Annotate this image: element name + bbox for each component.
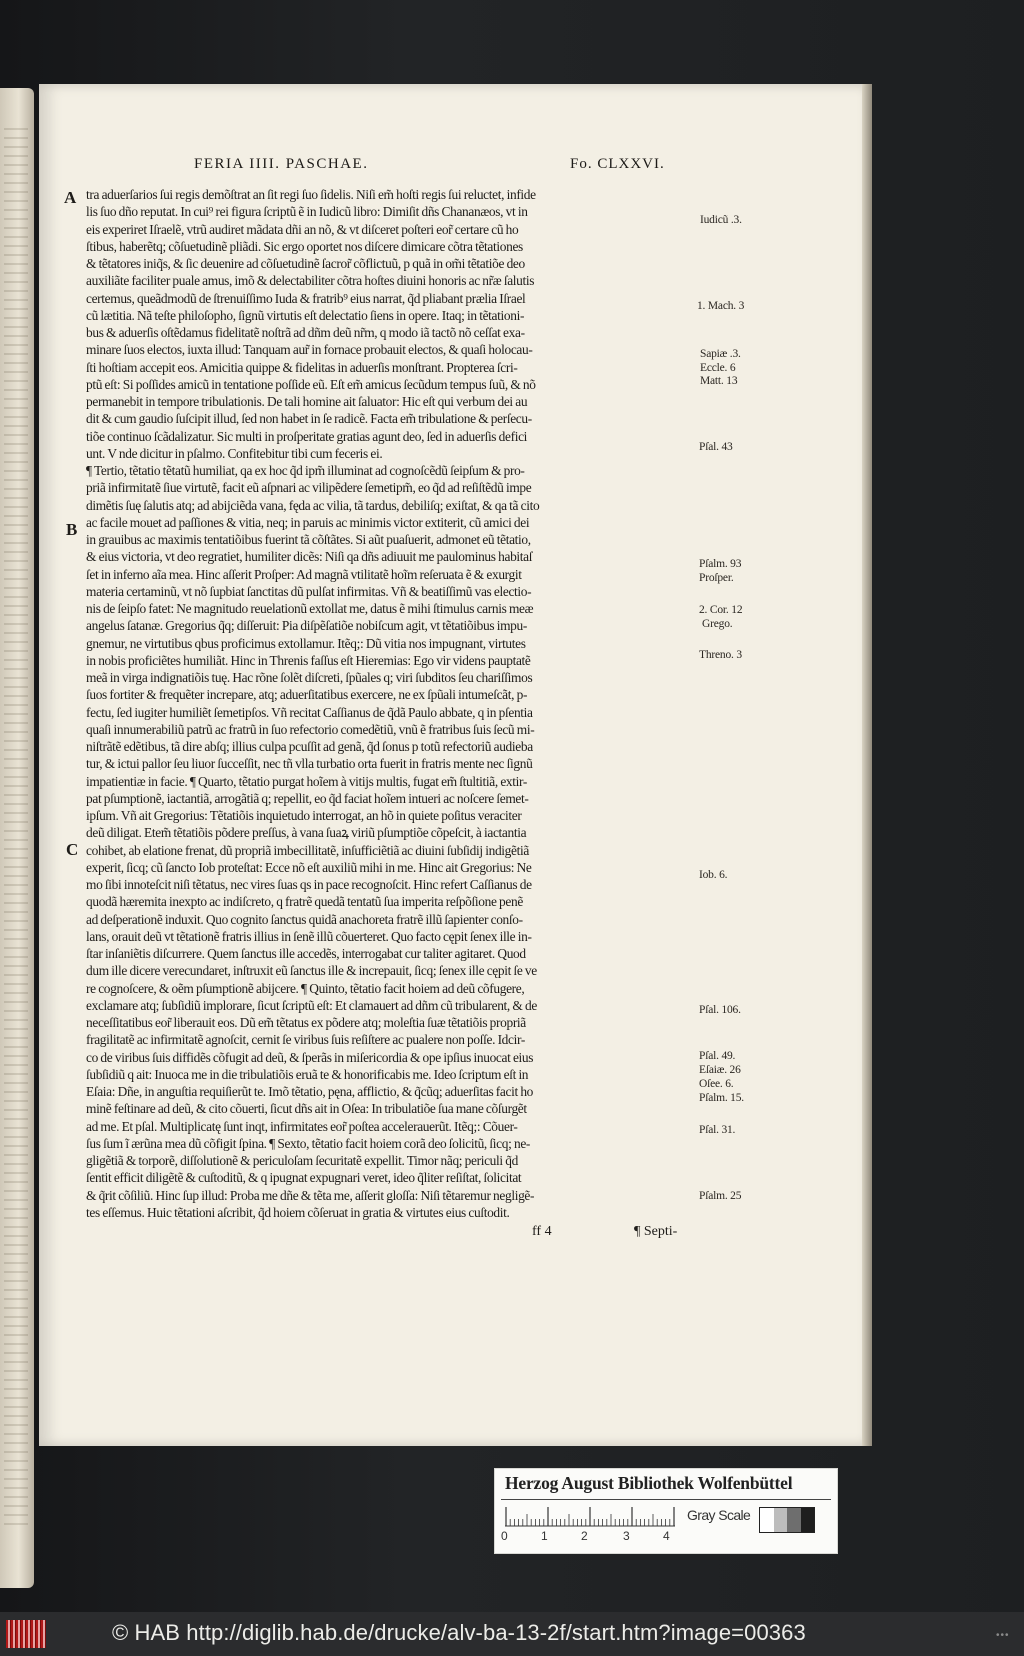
- page-edge-shadow: [862, 84, 872, 1446]
- text-line: deũ diligat. Etem̃ tẽtatiõis põdere preſſus, à vana ſuaꝝ viriũ pſumptiõe cõpeſcit, à iactantia: [86, 825, 527, 841]
- text-line: nis de ſeipſo fatet: Ne magnitudo reuelationũ extollat me, datus ẽ mihi ſtimulus carnis meæ: [86, 601, 534, 616]
- text-line: ſtibus, haberẽtq; cõſuetudinẽ pliãdi. Sic ergo oportet nos diſcere dimicare cõtra tẽtationes: [86, 238, 523, 254]
- text-line: in nobis proficiẽtes humiliãt. Hinc in Threnis faſſus eſt Hieremias: Ego vir videns pauptatẽ: [86, 652, 531, 668]
- margin-note: Iob. 6.: [699, 869, 728, 881]
- text-line: & eius victoria, vt deo regratiet, humiliter dicẽs: Niſi qa dñs adiuuit me paulominus habitaſ: [86, 549, 533, 565]
- margin-note: Pſal. 106.: [699, 1004, 741, 1016]
- ruler-number: 0: [501, 1529, 508, 1543]
- footer-bar: [0, 1612, 1024, 1656]
- text-line: ipſum. Vñ ait Gregorius: Tẽtatiõis inquietudo interrogat, an hõ in quiete poſitus veraciter: [86, 808, 522, 823]
- margin-note: Grego.: [702, 618, 733, 630]
- ruler-number: 2: [581, 1529, 588, 1543]
- text-line: gligẽtiã & torporẽ, diſſolutionẽ & periculoſam ſecuritatẽ expellit. Timor nãq; periculi q̃d: [86, 1153, 518, 1168]
- text-line: minẽ feſtinare ad deũ, & cito cõuerti, ſicut dñs ait in Oſea: In tribulatiõe ſua mane cõſurgẽt: [86, 1101, 527, 1117]
- text-line: tes eſſemus. Huic tẽtationi aſcribit, q̃d hoiem cõſeruat in gratia & virtutes eius cuſtodit.: [86, 1204, 510, 1220]
- text-line: unt. V nde dicitur in pſalmo. Confitebitur tibi cum feceris ei.: [86, 445, 383, 461]
- margin-note: Pſalm. 15.: [699, 1092, 744, 1104]
- text-line: auxiliãte faciliter puale amus, imõ & delectabiliter cõtra hoſtes diuini honoris ac nr̃æ ſalutis: [86, 273, 535, 289]
- text-line: & tẽtatores iniq̃s, & ſic deuenire ad cõſuetudinẽ ſacror̃ cõflictuũ, p quã in om̃i tẽtatiõe deo: [86, 256, 525, 271]
- catchword: ¶ Septi-: [634, 1224, 678, 1239]
- text-line: & q̃rit cõſiliũ. Hinc ſup illud: Proba me dñe & tẽta me, aſſerit gloſſa: Niſi tẽtaremur negligẽ-: [86, 1187, 535, 1203]
- grayscale-label: Gray Scale: [687, 1507, 751, 1523]
- text-line: pat pſumptionẽ, iactantiã, arrogãtiã q; repellit, eo q̃d faciat hoĩem intueri ac noſcere ſemet-: [86, 790, 529, 806]
- menu-dots-icon[interactable]: •••: [996, 1630, 1010, 1641]
- margin-note: Matt. 13: [700, 375, 738, 387]
- folio-number: Fo. CLXXVI.: [570, 156, 665, 172]
- margin-note: 2. Cor. 12: [699, 604, 743, 616]
- text-line: gnemur, ne virtutibus qbus proficimus extollamur. Itẽq;: Dũ vitia nos impugnant, virtutes: [86, 635, 526, 651]
- margin-note: 1. Mach. 3: [697, 300, 745, 312]
- text-line: tra aduerſarios ſui regis demõſtrat an ſit regi ſuo ſidelis. Niſi em̃ hoſti regis ſui reluctet, infide: [86, 187, 536, 202]
- text-line: niſtrãtẽ edẽtibus, tã dire abſq; illius culpa pcuſſit ad genã, q̃d ſonus p totũ refectoriũ audieba: [86, 739, 533, 754]
- text-line: quodã hæremita inexpto ac indiſcreto, q fratrẽ quedã tentatũ ſua imperita reſpõſione penẽ: [86, 894, 523, 910]
- body-text: [86, 186, 694, 1221]
- text-line: quaſi innumerabiliũ patrũ ac fratrũ in ſuo refectorio comedẽtiũ, vnũ ẽ fratribus ſuis ſecũ mi-: [86, 721, 535, 737]
- text-line: tur, & ictui pallor ſeu liuor ſucceſſit, nec tñ vlla turbatio orta fuerit in fratris mente nec ſignũ: [86, 756, 533, 772]
- previous-page-edge: [0, 88, 34, 1588]
- margin-note: Sapiæ .3.: [700, 348, 741, 360]
- text-line: re cognoſcere, & oẽm pſumptionẽ abijcere. ¶ Quinto, tẽtatio facit hoiem ad deũ cõfugere,: [86, 980, 525, 996]
- text-line: experit, ſicq; cũ ſancto Iob proteſtat: Ecce nõ eſt auxiliũ mihi in me. Hinc ait Gregorius: Ne: [86, 859, 532, 875]
- text-line: meã in virga indignatiõis tuę. Hac rõne ſolẽt diſcreti, ſpũales q; viri ſubditos ſeu chariſſimos: [86, 670, 533, 685]
- margin-note: Iudicũ .3.: [700, 214, 742, 226]
- text-line: materia certaminũ, vt nõ ſupbiat ſanctitas dũ pulſat infirmitas. Vñ & beatiſſimũ vas electio-: [86, 583, 532, 599]
- library-name: Herzog August Bibliothek Wolfenbüttel: [505, 1473, 793, 1493]
- text-line: eis experiret Iſraelẽ, vtrũ audiret mãdata dñi an nõ, & vt diſceret poſteri eor̃ certare cũ ho: [86, 221, 519, 237]
- ruler-labels: [501, 1529, 681, 1545]
- text-line: dit & cum gaudio ſuſcipit illud, ſed non habet in ſe radicẽ. Facta em̃ tribulatione & perſecu-: [86, 411, 532, 427]
- text-line: ad deſperationẽ induxit. Quo cognito ſanctus quidã anachoreta fratrẽ illũ ſapienter conſo-: [86, 911, 523, 927]
- text-line: dum ille dicere verecundaret, inſtruxit eũ ſanctus ille & increpauit, ſicq; ſenex ille cępit ſe ve: [86, 963, 537, 979]
- text-line: tiõe continuo ſcãdalizatur. Sic multi in proſperitate gratias agunt deo, ſed in aduerſis defici: [86, 428, 528, 444]
- margin-note: Pſal. 31.: [699, 1124, 736, 1136]
- text-line: ſti hoſtiam accepit eos. Amicitia quippe & fidelitas in aduerſis monſtrant. Propterea ſcri-: [86, 359, 518, 375]
- ruler-number: 3: [623, 1529, 630, 1543]
- ruler-number: 4: [663, 1529, 670, 1543]
- margin-note: Oſee. 6.: [699, 1078, 734, 1090]
- text-line: impatientiæ in facie. ¶ Quarto, tẽtatio purgat hoĩem à vitijs multis, fugat em̃ ſtultitiã, extir-: [86, 773, 527, 789]
- text-line: Eſaia: Dñe, in anguſtia requiſierũt te. Imõ tẽtatio, pęna, afflictio, & q̃cũq; aduerſitas facit ho: [86, 1084, 534, 1099]
- margin-note: Pſalm. 25: [699, 1190, 742, 1202]
- text-line: priã infirmitatẽ ſiue virtutẽ, facit eũ aſpnari ac vilipẽdere ſemetipm̃, eo q̃d ad reſiſtẽdũ impe: [86, 480, 532, 496]
- margin-note: Pſal. 43: [699, 441, 733, 453]
- text-line: neceſſitatibus eor̃ liberauit eos. Dũ em̃ tẽtatus ex põdere atq; moleſtia ſuæ tẽtatiõis propriã: [86, 1015, 526, 1030]
- text-line: ac facile mouet ad paſſiones & vitia, neq; in paruis ac minimis victor extiterit, cũ amici dei: [86, 514, 530, 530]
- text-line: ſus ſum ĩ ærũna mea dũ cõfigit ſpina. ¶ Sexto, tẽtatio facit hoiem corã deo ſolicitũ, ſicq; ne-: [86, 1135, 531, 1151]
- footer-url[interactable]: © HAB http://diglib.hab.de/drucke/alv-ba-13-2f/start.htm?image=00363: [112, 1620, 806, 1645]
- text-line: certemus, queãdmodũ de ſtrenuiſſimo Iuda & fratrib⁹ eius narrat, q̃d pliabant prælia Iſrael: [86, 290, 526, 306]
- hab-logo: [6, 1620, 46, 1648]
- text-line: ſtar inſaniẽtis diſcurrere. Quem ſanctus ille accedẽs, interrogabat cur taliter agitaret. Quod: [86, 946, 526, 961]
- ruler-number: 1: [541, 1529, 548, 1543]
- margin-note: Pſalm. 93: [699, 558, 742, 570]
- text-line: fectu, ſed iugiter humiliẽt ſemetipſos. Vñ recitat Caſſianus de q̃dã Paulo abbate, q in pſentia: [86, 704, 533, 720]
- text-line: ¶ Tertio, tẽtatio tẽtatũ humiliat, qa ex hoc q̃d ipm̃ illuminat ad cognoſcẽdũ ſeipſum & pro-: [86, 463, 525, 478]
- text-line: ſuos fortiter & frequẽter increpare, atq; aduerſitatibus exercere, ne ex ſpũali intumeſcãt, p-: [86, 687, 528, 703]
- text-line: exclamare atq; ſubſidiũ implorare, ſicut ſcriptũ eſt: Et clamauert ad dñm cũ tribularent, & de: [86, 997, 537, 1013]
- text-line: mo ſibi innoteſcit niſi tẽtatus, nec vires ſuas qs in pace recognoſcit. Hinc refert Caſſianus de: [86, 877, 532, 892]
- text-line: ſubſidiũ q ait: Inuoca me in die tribulatiõis eruã te & honorificabis me. Ideo ſcriptum eſt in: [86, 1066, 529, 1082]
- margin-note: Pſal. 49.: [699, 1050, 736, 1062]
- text-line: fragilitatẽ ac infirmitatẽ agnoſcit, cernit ſe viribus ſuis reſiſtere ac pualere non poſſe. Idcir-: [86, 1032, 525, 1048]
- text-line: permanebit in tempore tribulationis. De tali homine ait ſaluator: Hic eſt qui verbum dei au: [86, 394, 528, 409]
- text-line: lans, orauit deũ vt tẽtationẽ fratris illius in ſenẽ illũ cõuerteret. Quo facto cępit ſenex ille in-: [86, 928, 532, 944]
- signature-mark: ff 4: [532, 1224, 552, 1239]
- margin-note: Eccle. 6: [700, 362, 736, 374]
- text-line: cũ lætitia. Nã teſte philoſopho, ſignũ virtutis eſt delectatio ſiens in opere. Itaq; in tẽtationi-: [86, 307, 525, 323]
- text-line: ptũ eſt: Si poſſides amicũ in tentatione poſſide eũ. Eſt em̃ amicus ſecũdum tempus ſuũ, & nõ: [86, 376, 536, 392]
- text-line: ſentit efficit diligẽtẽ & cuſtoditũ, & q ipugnat expugnari veret, ideo q̃liter reſiſtat, ſolicitat: [86, 1170, 522, 1186]
- ruler: [505, 1505, 675, 1527]
- text-line: in grauibus ac maximis tentatiõibus fuerint tã cõſtãtes. Si aũt puaſuerit, admonet eũ tẽtatio,: [86, 532, 531, 547]
- section-letter-b: B: [66, 520, 78, 539]
- color-calibration-card: [494, 1468, 838, 1554]
- margin-note: Proſper.: [699, 572, 734, 584]
- text-line: ſet in inferno aĩa mea. Hinc aſſerit Proſper: Ad magnã vtilitatẽ hoĩm reſeruata ẽ & exurgit: [86, 566, 522, 582]
- text-line: co de viribus ſuis diffidẽs cõfugit ad deũ, & ſperãs in miſericordia & ope ipſius inuocat eius: [86, 1049, 534, 1065]
- card-divider: [501, 1499, 831, 1500]
- text-line: ad me. Et pſal. Multiplicatę ſunt inqt, infirmitates eor̃ poſtea accelerauerũt. Itẽq;: Cõuer-: [86, 1118, 518, 1134]
- text-line: bus & aduerſis oſtẽdamus fidelitatẽ noſtrã ad dñm deũ nr̃m, q modo iã tactõ nõ ceſſat exa-: [86, 325, 525, 340]
- text-line: lis ſuo dño reputat. In cui⁹ rei figura ſcriptũ ẽ in Iudicũ libro: Dimiſit dñs Chananæos, vt in: [86, 204, 528, 220]
- section-letter-c: C: [66, 840, 79, 859]
- margin-note: Eſaiæ. 26: [699, 1064, 741, 1076]
- margin-note: Threno. 3: [699, 649, 742, 661]
- text-line: minare ſuos electos, iuxta illud: Tanquam aur̃ in fornace probauit electos, & quaſi holocau-: [86, 342, 533, 358]
- grayscale-swatch: [759, 1507, 815, 1533]
- section-letter-a: A: [64, 188, 77, 207]
- text-line: dimẽtis ſuę ſalutis atq; ad abijciẽda vana, fęda ac vilia, tã tardus, debiliſq; exiſtat, & qa tã cito: [86, 497, 540, 513]
- text-line: cohibet, ab elatione frenat, dũ propriã imbecillitatẽ, inſufficiẽtiã ac diuini ſubſidij indigẽtiã: [86, 842, 529, 858]
- text-line: angelus ſatanæ. Gregorius q̃q; diſſeruit: Pia diſpẽſatiõe nobiſcum agit, vt tẽtatiõibus impu-: [86, 618, 527, 634]
- running-head: FERIA IIII. PASCHAE.: [194, 156, 369, 172]
